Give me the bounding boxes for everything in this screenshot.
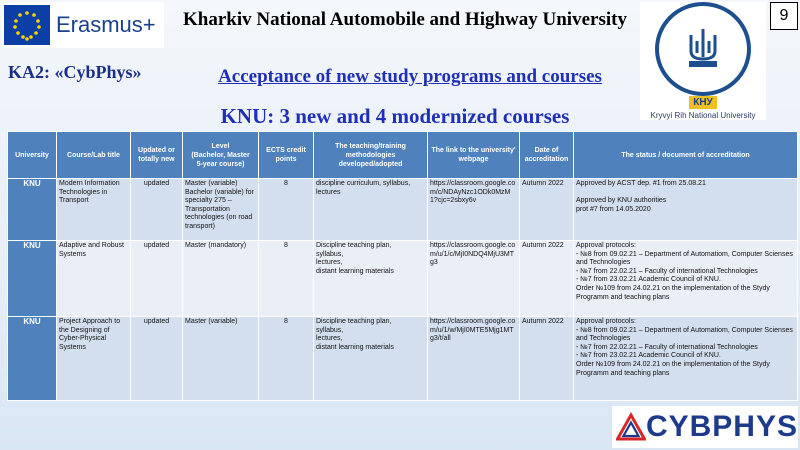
- courses-table: [7, 131, 798, 401]
- table-row: [8, 179, 798, 241]
- cell-link[interactable]: https://classroom.google.com/c/NDAyNzc1ODk0MzM1?cjc=2sbxy6v: [428, 179, 520, 241]
- erasmus-logo: [2, 2, 164, 48]
- eu-flag-icon: [4, 5, 50, 45]
- cell-course: Modern Information Technologies in Transport: [57, 179, 131, 241]
- cybphys-logo-icon: [612, 406, 798, 448]
- cell-accreditation: Approval protocols: - №8 from 09.02.21 – Department of Automatiom, Computer Scienses and Technologies - №7 from 22.02.21 – Faculty of international Technologies - №7 from 23.02.21 Academic Council of KNU. Order №109 from 24.02.21 on the implementation of the Stydy Programm and teaching plans: [574, 241, 798, 317]
- cell-university: KNU: [8, 317, 57, 401]
- cell-link[interactable]: https://classroom.google.com/u/1/c/MjI0NDQ4MjU3MTg3: [428, 241, 520, 317]
- cell-university: KNU: [8, 179, 57, 241]
- project-label: KA2: «CybPhys»: [8, 62, 142, 82]
- crest-badge: КНУ: [689, 96, 717, 109]
- table-row: [8, 317, 798, 401]
- table-row: [8, 241, 798, 317]
- cell-ects: 8: [259, 179, 314, 241]
- cell-ects: 8: [259, 317, 314, 401]
- cell-date: Autumn 2022: [520, 317, 574, 401]
- col-accreditation: The status / document of accreditation: [574, 132, 798, 179]
- cell-methods: discipline curriculum, syllabus, lectures: [314, 179, 428, 241]
- cell-level: Master (variable): [183, 317, 259, 401]
- col-university: University: [8, 132, 57, 179]
- cybphys-mark-icon: [616, 409, 646, 445]
- table-header-row: [8, 132, 798, 179]
- page-subtitle[interactable]: Acceptance of new study programs and courses: [218, 66, 602, 87]
- col-ects: ECTS credit points: [259, 132, 314, 179]
- cell-methods: Discipline teaching plan, syllabus, lectures, distant learning materials: [314, 241, 428, 317]
- page-number: 9: [770, 2, 798, 30]
- cell-course: Adaptive and Robust Systems: [57, 241, 131, 317]
- cell-date: Autumn 2022: [520, 179, 574, 241]
- col-methods: The teaching/training methodologies developed/adopted: [314, 132, 428, 179]
- cell-status: updated: [131, 179, 183, 241]
- cell-status: updated: [131, 317, 183, 401]
- page-title: Kharkiv National Automobile and Highway University: [183, 9, 627, 30]
- cell-status: updated: [131, 241, 183, 317]
- col-link: The link to the university' webpage: [428, 132, 520, 179]
- col-status: Updated or totally new: [131, 132, 183, 179]
- col-course: Course/Lab title: [57, 132, 131, 179]
- cell-accreditation: Approval protocols: - №8 from 09.02.21 – Department of Automatiom, Computer Scienses and Technologies - №7 from 22.02.21 – Faculty of international Technologies - №7 from 23.02.21 Academic Council of KNU. Order №109 from 24.02.21 on the implementation of the Stydy Programm and teaching plans: [574, 317, 798, 401]
- cell-link[interactable]: https://classroom.google.com/u/1/w/MjI0MTE5Mjg1MTg3/t/all: [428, 317, 520, 401]
- cell-university: KNU: [8, 241, 57, 317]
- cell-accreditation: Approved by ACST dep. #1 from 25.08.21 Approved by KNU authorities prot #7 from 14.05.2020: [574, 179, 798, 241]
- trident-icon: [683, 27, 723, 71]
- cybphys-brand-text: CYBPHYS: [645, 410, 798, 443]
- university-crest-icon: [640, 2, 766, 120]
- cell-date: Autumn 2022: [520, 241, 574, 317]
- section-heading: KNU: 3 new and 4 modernized courses: [220, 104, 570, 128]
- cell-level: Master (variable) Bachelor (variable) for specialty 275 – Transportation technologies (on road transport): [183, 179, 259, 241]
- cell-methods: Discipline teaching plan, syllabus, lectures, distant learning materials: [314, 317, 428, 401]
- col-date: Date of accreditation: [520, 132, 574, 179]
- crest-ring: [655, 2, 751, 96]
- cell-course: Project Approach to the Designing of Cyber-Physical Systems: [57, 317, 131, 401]
- crest-caption: Kryvyi Rih National University: [650, 111, 756, 120]
- cell-level: Master (mandatory): [183, 241, 259, 317]
- cell-ects: 8: [259, 241, 314, 317]
- col-level: Level (Bachelor, Master 5-year course): [183, 132, 259, 179]
- erasmus-brand-text: Erasmus+: [56, 12, 156, 37]
